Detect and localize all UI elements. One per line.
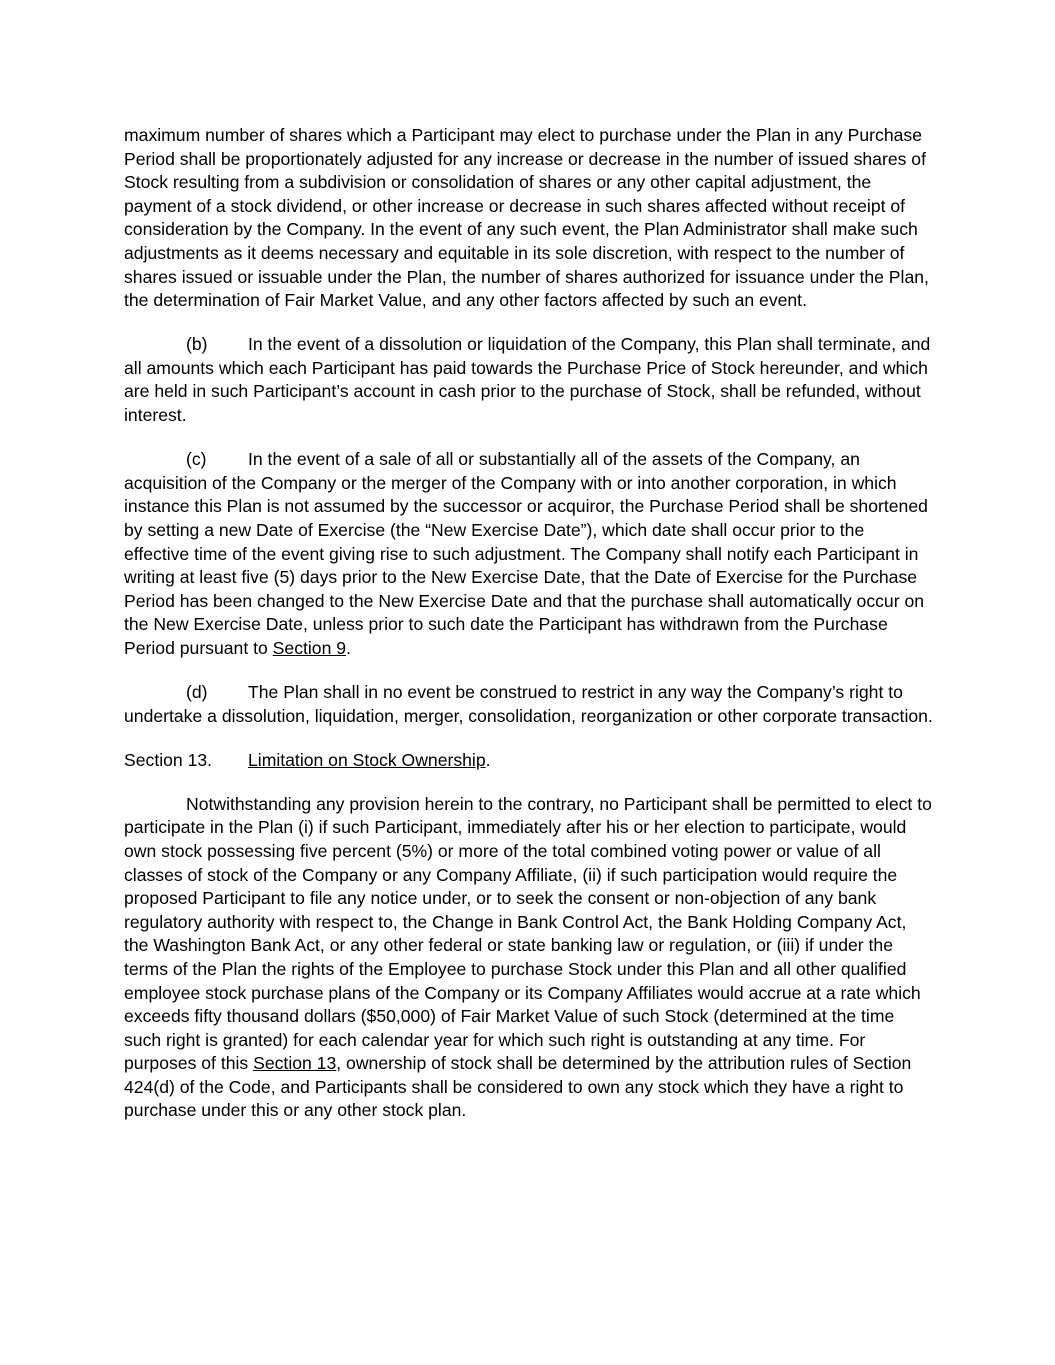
punctuation: .	[485, 749, 491, 770]
paragraph-text: Notwithstanding any provision herein to the contrary, no Participant shall be permitted to elect to participate in the Plan (i) if such Participant, immediately after his or her election to participate, would own stock possessing five percent (5%) or more of the total combined voting power or value of all classes of stock of the Company or any Company Affiliate, (ii) if such participation would require the proposed Participant to file any notice under, or to seek the consent or non-objection of any bank regulatory authority with respect to, the Change in Bank Control Act, the Bank Holding Company Act, the Washington Bank Act, or any other federal or state banking law or regulation, or (iii) if under the terms of the Plan the rights of the Employee to purchase Stock under this Plan and all other qualified employee stock purchase plans of the Company or its Company Affiliates would accrue at a rate which exceeds fifty thousand dollars ($50,000) of Fair Market Value of such Stock (determined at the time such right is granted) for each calendar year for which such right is outstanding at any time. For purposes of this	[124, 793, 932, 1074]
paragraph-text: maximum number of shares which a Participant may elect to purchase under the Plan in any Purchase Period shall be proportionately adjusted for any increase or decrease in the number of issued shares of Stock resulting from a subdivision or consolidation of shares or any other capital adjustment, the payment of a stock dividend, or other increase or decrease in such shares affected without receipt of consideration by the Company. In the event of any such event, the Plan Administrator shall make such adjustments as it deems necessary and equitable in its sole discretion, with respect to the number of shares issued or issuable under the Plan, the number of shares authorized for issuance under the Plan, the determination of Fair Market Value, and any other factors affected by such an event.	[124, 125, 929, 311]
section-number: Section 13.	[124, 749, 213, 770]
section-13-heading	[124, 749, 934, 773]
paragraph-text: In the event of a sale of all or substantially all of the assets of the Company, an acquisition of the Company or the merger of the Company with or into another corporation, in which instance this Plan is not assumed by the successor or acquiror, the Purchase Period shall be shortened by setting a new Date of Exercise (the “New Exercise Date”), which date shall occur prior to the effective time of the event giving rise to such adjustment. The Company shall notify each Participant in writing at least five (5) days prior to the New Exercise Date, that the Date of Exercise for the Purchase Period has been changed to the New Exercise Date and that the purchase shall automatically occur on the New Exercise Date, unless prior to such date the Participant has withdrawn from the Purchase Period pursuant to	[124, 449, 928, 658]
clause-label-b: (b)	[186, 334, 208, 355]
section-9-reference: Section 9	[272, 637, 347, 658]
document-page	[124, 124, 934, 1144]
paragraph-text: In the event of a dissolution or liquidation of the Company, this Plan shall terminate, and all amounts which each Participant has paid towards the Purchase Price of Stock hereunder, and which are held in such Participant’s account in cash prior to the purchase of Stock, shall be refunded, without interest.	[124, 334, 931, 426]
section-title: Limitation on Stock Ownership	[248, 749, 486, 770]
clause-label-d: (d)	[186, 681, 208, 702]
clause-label-c: (c)	[186, 449, 207, 470]
paragraph-a-continuation	[124, 124, 934, 313]
paragraph-d	[124, 681, 934, 728]
paragraph-c	[124, 448, 934, 660]
paragraph-b	[124, 333, 934, 427]
section-13-reference: Section 13	[253, 1053, 337, 1074]
paragraph-text: , ownership of stock shall be determined by the attribution rules of Section 424(d) of the Code, and Participants shall be considered to own any stock which they have a right to purchase under this or any other stock plan.	[124, 1053, 912, 1121]
punctuation: .	[346, 637, 351, 658]
paragraph-text: The Plan shall in no event be construed to restrict in any way the Company’s right to undertake a dissolution, liquidation, merger, consolidation, reorganization or other corporate transaction.	[124, 681, 933, 726]
section-13-body	[124, 793, 934, 1123]
